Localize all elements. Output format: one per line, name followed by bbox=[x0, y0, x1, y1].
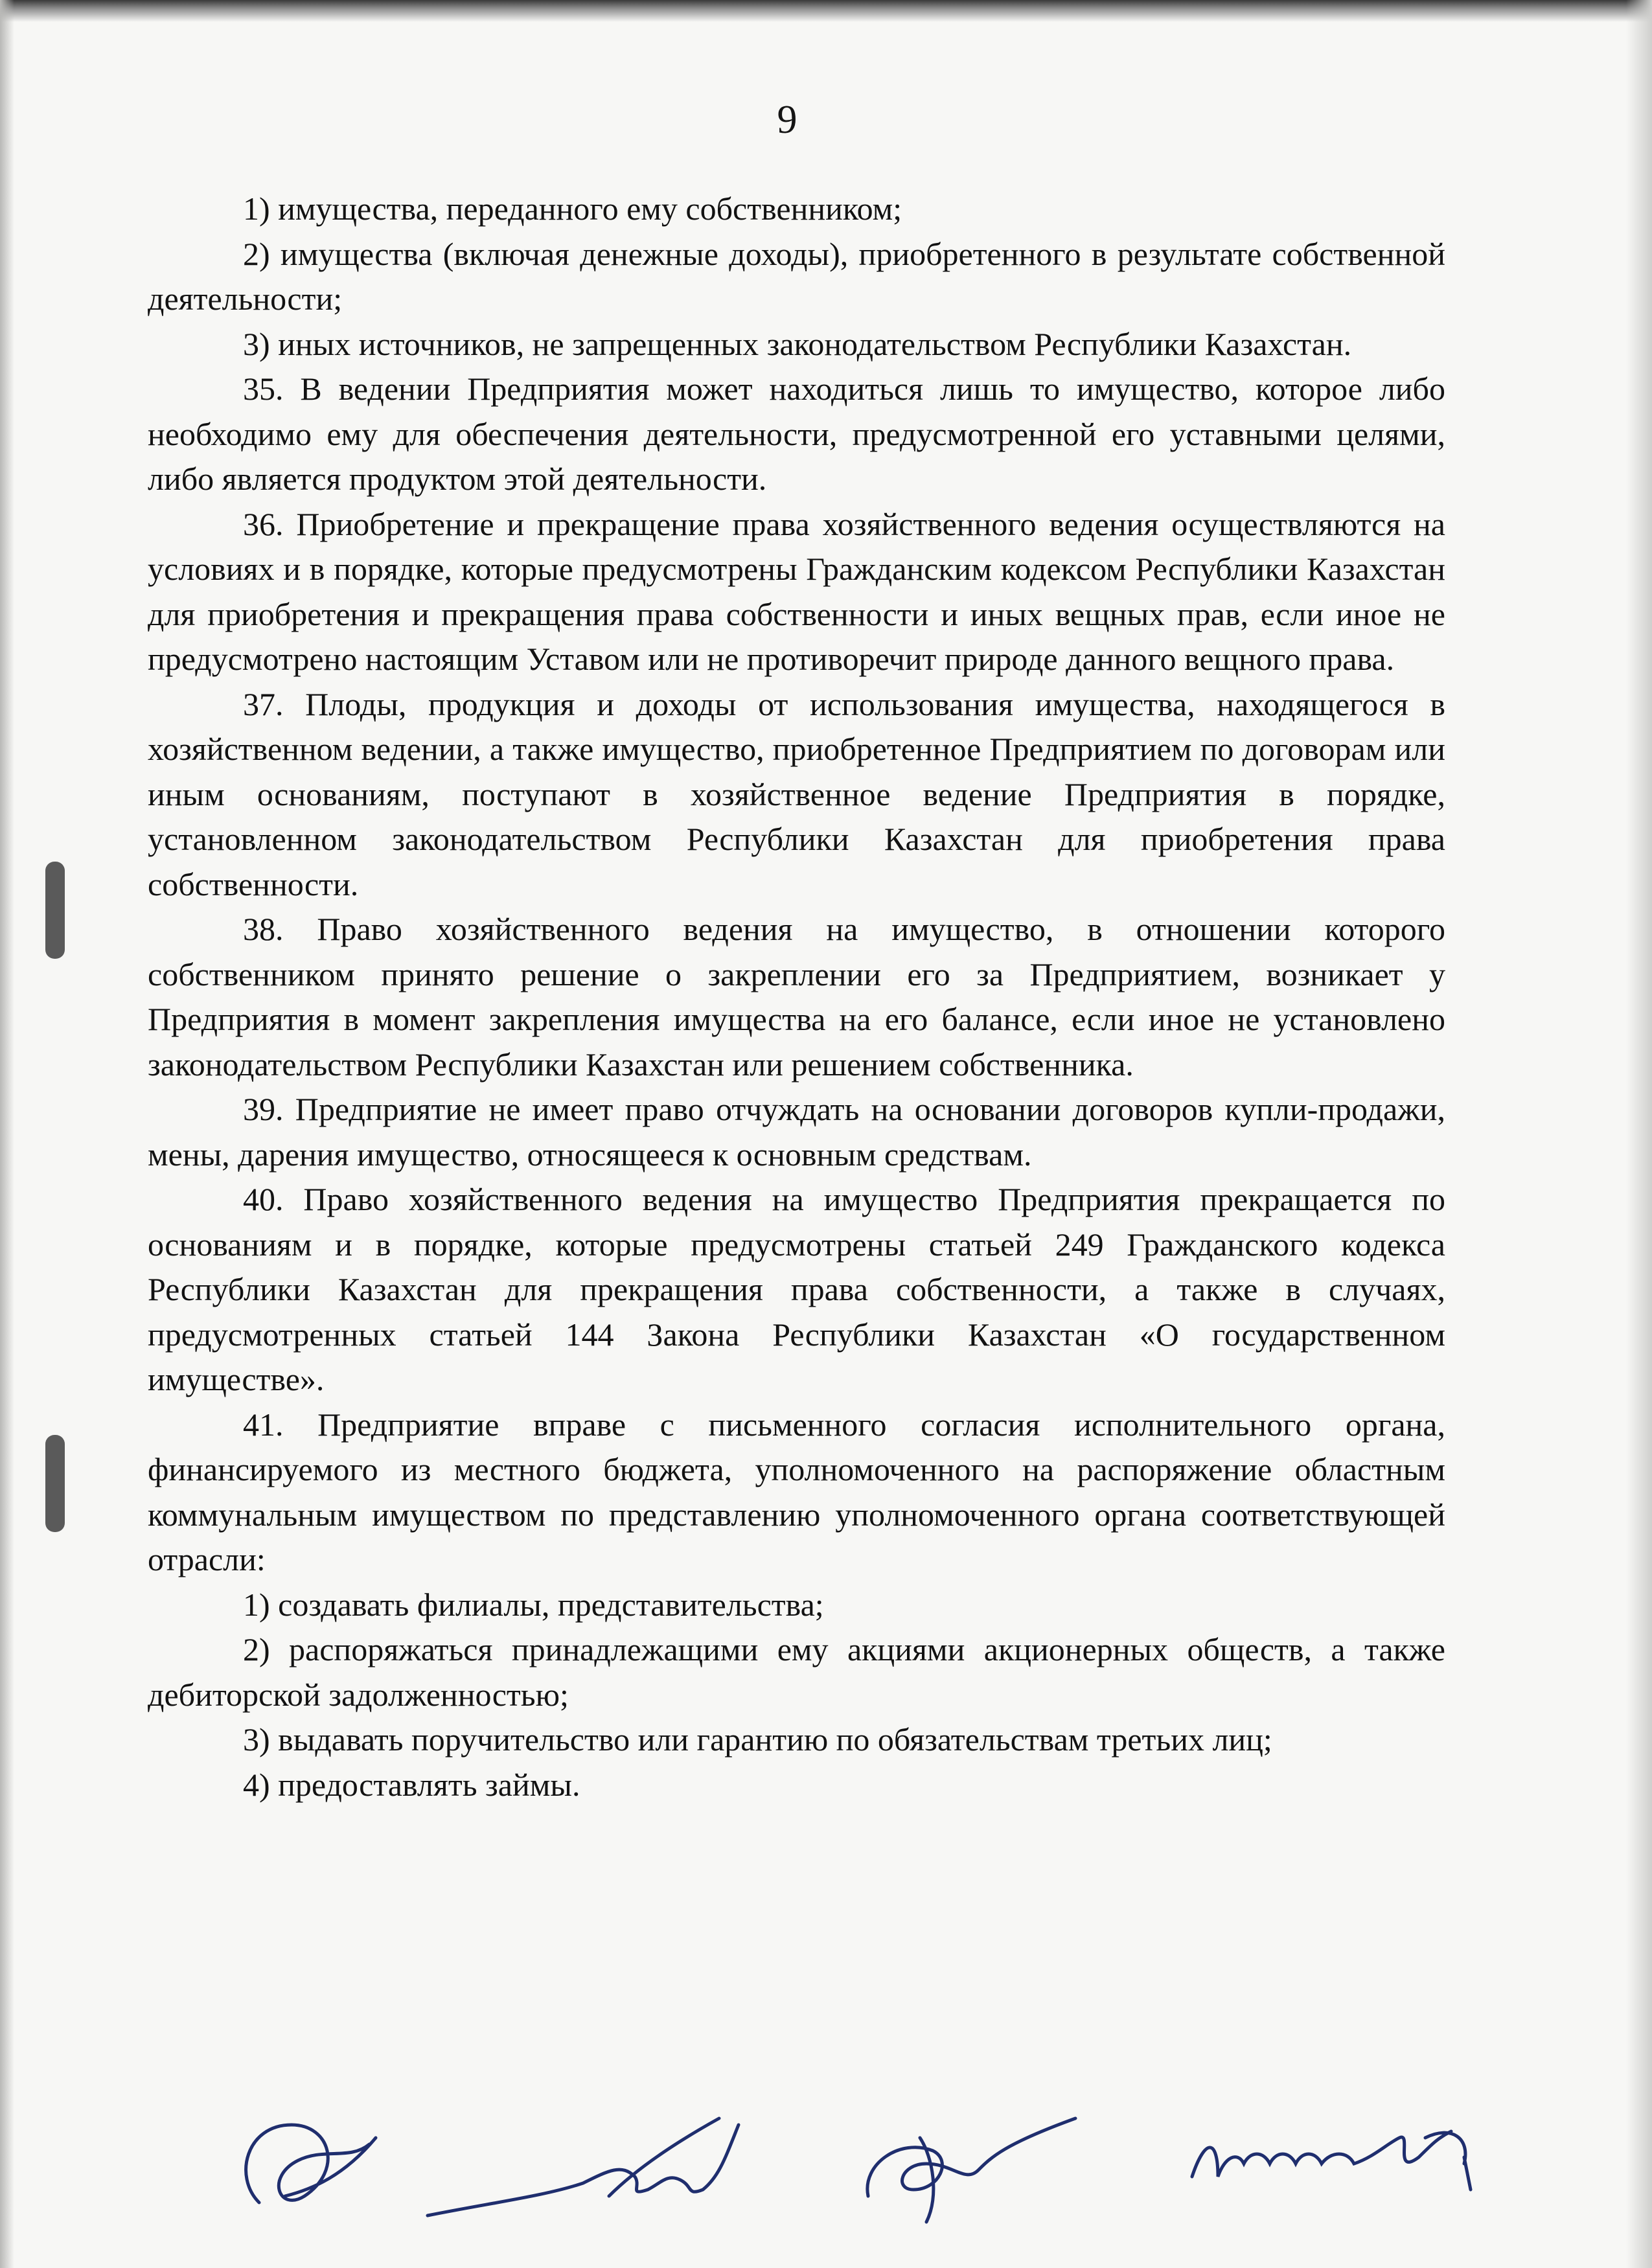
binder-hole-bottom bbox=[45, 1435, 65, 1532]
paragraph-item-1: 1) имущества, переданного ему собственником; bbox=[243, 190, 902, 227]
document-body bbox=[148, 187, 1445, 1807]
paragraph-41-item-3: 3) выдавать поручительство или гарантию по обязательствам третьих лиц; bbox=[243, 1721, 1272, 1758]
paragraph-36: 36. Приобретение и прекращение права хозяйственного ведения осуществляются на условиях и в порядке, которые предусмотрены Гражданским кодексом Республики Казахстан для приобретения и прекращения права собственности и иных вещных прав, если иное не предусмотрено настоящим Уставом или не противоречит природе данного вещного права. bbox=[148, 505, 1445, 677]
scan-top-edge bbox=[0, 0, 1652, 22]
paragraph-41-item-1: 1) создавать филиалы, представительства; bbox=[243, 1586, 824, 1623]
paragraph-37: 37. Плоды, продукция и доходы от использования имущества, находящегося в хозяйственном ведении, а также имущество, приобретенное Предприятием по договорам или иным основаниям, поступают в хозяйственное ведение Предприятия в порядке, установленном законодательством Республики Казахстан для приобретения права собственности. bbox=[148, 685, 1445, 902]
signature-1 bbox=[220, 2099, 415, 2228]
paragraph-41-item-2: 2) распоряжаться принадлежащими ему акциями акционерных обществ, а также дебиторской задолженностью; bbox=[148, 1631, 1445, 1713]
signature-4 bbox=[1179, 2099, 1503, 2216]
paragraph-38: 38. Право хозяйственного ведения на имущество, в отношении которого собственником принято решение о закреплении его за Предприятием, возникает у Предприятия в момент закрепления имущества на его балансе, если иное не установлено законодательством Республики Казахстан или решением собственника. bbox=[148, 911, 1445, 1082]
paragraph-35: 35. В ведении Предприятия может находиться лишь то имущество, которое либо необходимо ему для обеспечения деятельности, предусмотренной его уставными целями, либо является продуктом этой деятельности. bbox=[148, 371, 1445, 497]
paragraph-41: 41. Предприятие вправе с письменного согласия исполнительного органа, финансируемого из местного бюджета, уполномоченного на распоряжение областным коммунальным имуществом по представлению уполномоченного органа соответствующей отрасли: bbox=[148, 1406, 1445, 1577]
paragraph-41-item-4: 4) предоставлять займы. bbox=[243, 1766, 580, 1803]
paragraph-40: 40. Право хозяйственного ведения на имущество Предприятия прекращается по основаниям и в порядке, которые предусмотрены статьей 249 Гражданского кодекса Республики Казахстан для прекращения права собственности, а также в случаях, предусмотренных статьей 144 Закона Республики Казахстан «О государственном имуществе». bbox=[148, 1181, 1445, 1397]
paragraph-item-3: 3) иных источников, не запрещенных законодательством Республики Казахстан. bbox=[243, 325, 1352, 362]
signature-2 bbox=[415, 2099, 751, 2235]
binder-hole-top bbox=[45, 862, 65, 959]
scan-left-edge bbox=[0, 0, 14, 2268]
scan-right-edge bbox=[1626, 0, 1652, 2268]
signature-3 bbox=[842, 2099, 1088, 2228]
paragraph-39: 39. Предприятие не имеет право отчуждать на основании договоров купли-продажи, мены, дарения имущество, относящееся к основным средствам. bbox=[148, 1091, 1445, 1173]
paragraph-item-2: 2) имущества (включая денежные доходы), приобретенного в результате собственной деятельности; bbox=[148, 235, 1445, 317]
signatures-row bbox=[220, 2099, 1503, 2235]
page-number: 9 bbox=[777, 98, 797, 142]
